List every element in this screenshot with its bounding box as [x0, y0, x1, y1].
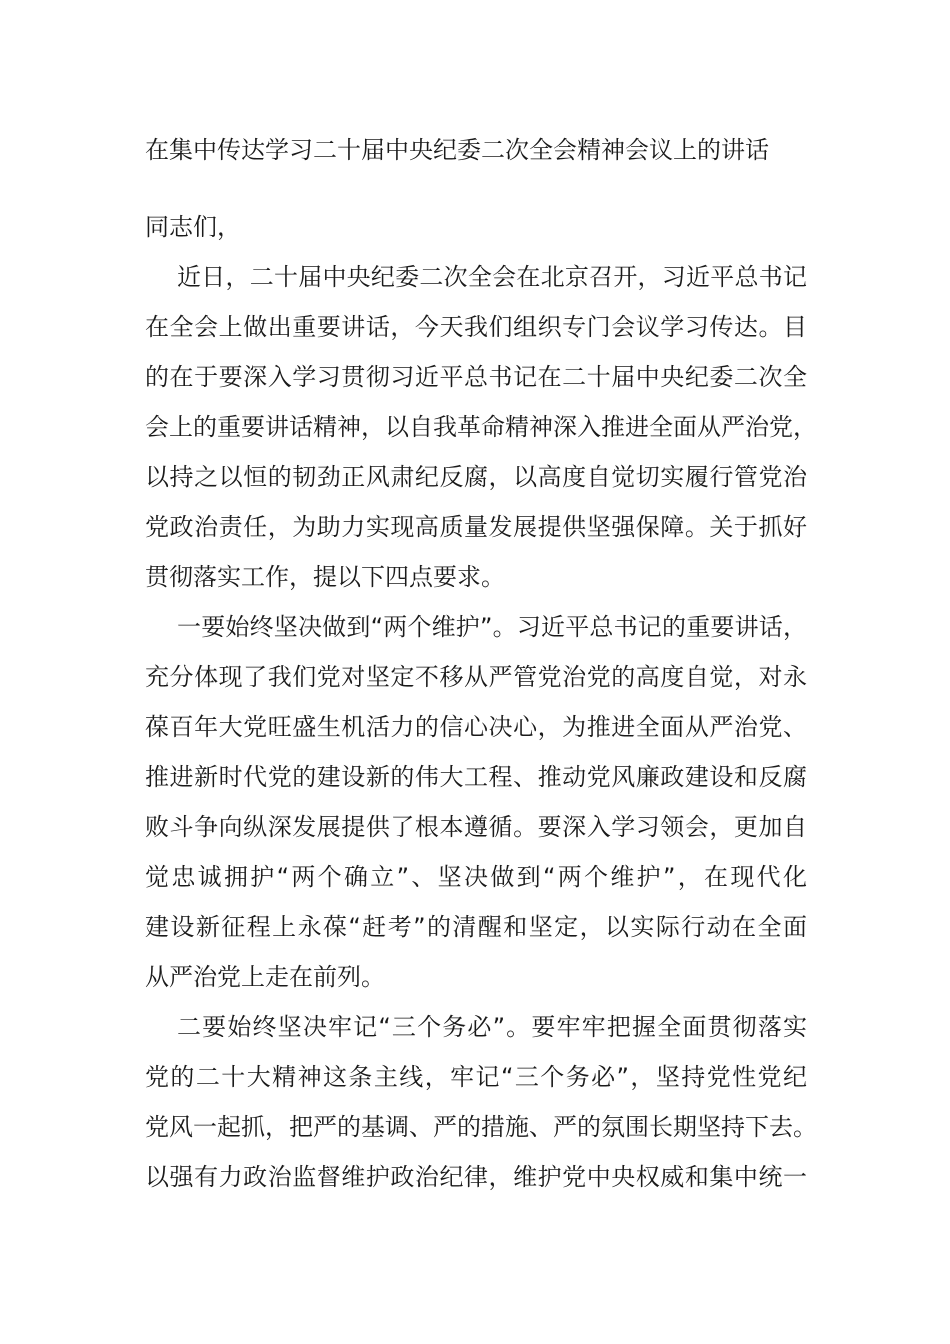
- paragraph-line: 葆百年大党旺盛生机活力的信心决心，为推进全面从严治党、: [145, 713, 807, 741]
- salutation: 同志们，: [145, 213, 241, 241]
- paragraph-line: 建设新征程上永葆“赶考”的清醒和坚定，以实际行动在全面: [145, 913, 807, 941]
- paragraph-line: 从严治党上走在前列。: [145, 963, 385, 991]
- paragraph-line: 党风一起抓，把严的基调、严的措施、严的氛围长期坚持下去。: [145, 1113, 817, 1141]
- document-title: 在集中传达学习二十届中央纪委二次全会精神会议上的讲话: [145, 136, 769, 164]
- paragraph-line: 近日，二十届中央纪委二次全会在北京召开，习近平总书记: [177, 263, 807, 291]
- paragraph-3: [145, 1002, 817, 1202]
- paragraph-line: 觉忠诚拥护“两个确立”、坚决做到“两个维护”，在现代化: [145, 863, 807, 891]
- paragraph-line: 党政治责任，为助力实现高质量发展提供坚强保障。关于抓好: [145, 513, 807, 541]
- paragraph-1: [145, 252, 817, 602]
- paragraph-2: [145, 602, 807, 1002]
- paragraph-line: 的在于要深入学习贯彻习近平总书记在二十届中央纪委二次全: [145, 363, 807, 391]
- paragraph-line: 一要始终坚决做到“两个维护”。习近平总书记的重要讲话，: [177, 613, 807, 641]
- paragraph-line: 二要始终坚决牢记“三个务必”。要牢牢把握全面贯彻落实: [177, 1013, 807, 1041]
- paragraph-line: 败斗争向纵深发展提供了根本遵循。要深入学习领会，更加自: [145, 813, 807, 841]
- paragraph-line: 推进新时代党的建设新的伟大工程、推动党风廉政建设和反腐: [145, 763, 807, 791]
- document-body: [145, 202, 817, 1202]
- paragraph-line: 充分体现了我们党对坚定不移从严管党治党的高度自觉，对永: [145, 663, 807, 691]
- paragraph-line: 会上的重要讲话精神，以自我革命精神深入推进全面从严治党，: [145, 413, 817, 441]
- paragraph-line: 以强有力政治监督维护政治纪律，维护党中央权威和集中统一: [145, 1163, 807, 1191]
- paragraph-line: 党的二十大精神这条主线，牢记“三个务必”，坚持党性党纪: [145, 1063, 807, 1091]
- paragraph-line: 贯彻落实工作，提以下四点要求。: [145, 563, 505, 591]
- paragraph-line: 以持之以恒的韧劲正风肃纪反腐，以高度自觉切实履行管党治: [145, 463, 807, 491]
- paragraph-line: 在全会上做出重要讲话，今天我们组织专门会议学习传达。目: [145, 313, 807, 341]
